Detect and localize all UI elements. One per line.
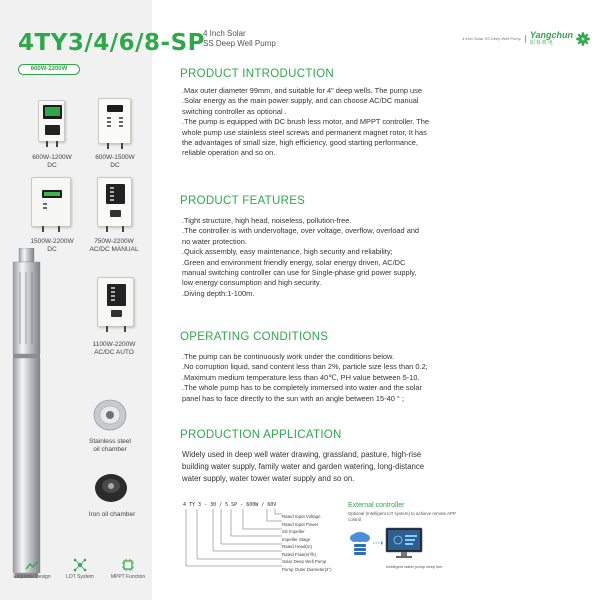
header-brand-area xyxy=(462,31,590,46)
brand-logo xyxy=(530,31,590,46)
brand-name-cn: 阳春机电 xyxy=(529,40,554,46)
section-body-application: Widely used in deep well water drawing, grassland, pasture, high-rise building water supply, family water and garden watering, long-distance water supply, water tower water supply and so on. xyxy=(182,450,425,483)
section-title-conditions: OPERATING CONDITIONS xyxy=(180,331,329,343)
model-code-labels: Rated Input Voltage Rated Input Power SS Impeller Impeller Stage Rated Head(m) Rated Flow(m³/h) Solar Deep Well Pump Pump Outer Diameter(4") xyxy=(282,514,332,572)
controller-label-5: 1100W-2200W AC/DC AUTO xyxy=(92,341,136,356)
controller-image-4 xyxy=(97,177,132,227)
external-controller-description: Optional (Intelligent IoT system) to achieve remote APP control xyxy=(348,511,456,522)
header-tag: 4 Inch Solar SS Deep Well Pump xyxy=(461,36,521,41)
stainless-oil-chamber-image xyxy=(93,398,127,432)
section-title-application: PRODUCTION APPLICATION xyxy=(180,429,342,441)
product-title: 4TY3/4/6/8-SP xyxy=(18,30,206,56)
external-controller-title: External controller xyxy=(348,502,405,509)
feature-icon-row xyxy=(10,558,150,580)
controller-label-1: 600W-1200W DC xyxy=(32,154,72,169)
controller-label-4: 750W-2200W AC/DC MANUAL xyxy=(89,238,139,253)
brand-leaf-icon xyxy=(576,32,590,46)
pump-image xyxy=(10,248,43,578)
power-range-badge: 600W-2200W xyxy=(18,64,80,75)
controller-label-3: 1500W-2200W DC xyxy=(30,238,74,253)
mppt-chip-icon xyxy=(121,558,135,572)
controller-image-1 xyxy=(38,100,65,142)
iron-oil-chamber-label: Iron oil chamber xyxy=(88,511,136,518)
monitor-icon xyxy=(385,527,423,560)
controller-label-2: 600W-1500W DC xyxy=(95,154,135,169)
section-body-features: .Tight structure, high head, noiseless, pollution-free. .The controller is with undervoltage, over voltage, overflow, overload and no water protection. .Quick assembly, easy maintenance, high security and reliability; .Green and environment friendly energy, solar energy driven, AC/DC manual switching controller can use for Single-phase grid power supply, low energy consumption and high security. .Diving depth:1-100m. xyxy=(182,216,420,298)
section-title-introduction: PRODUCT INTRODUCTION xyxy=(180,68,335,80)
cloud-database-icon xyxy=(349,530,371,556)
controller-image-5 xyxy=(97,277,134,327)
controller-image-3 xyxy=(31,177,71,227)
external-controller-caption: Intelligent water pump deep line xyxy=(386,564,443,569)
iot-network-icon xyxy=(73,558,87,572)
trend-line-icon xyxy=(25,558,39,572)
section-body-conditions: .The pump can be continuously work under the conditions below. .No corruption liquid, sand content less than 2%, particle size less than 0.2; .Maximum medium temperature less than 40℃, PH value between 5-10. .The whole pump has to be completely immersed into water and the solar panel has to face directly to the sun with an angle between 15-40 ° ; xyxy=(182,352,428,403)
iron-oil-chamber-image xyxy=(94,471,128,505)
stainless-oil-chamber-label: Stainless steel oil chamber xyxy=(89,438,131,453)
connection-arrow-icon xyxy=(373,540,383,546)
section-title-features: PRODUCT FEATURES xyxy=(180,195,306,207)
controller-image-2 xyxy=(98,98,131,144)
product-subtitle: 4 Inch Solar SS Deep Well Pump xyxy=(203,29,276,48)
brand-name: Yangchun xyxy=(529,30,573,40)
feature-exquisite-design: Exquisite Design xyxy=(10,558,54,580)
feature-lot-system: LOT System xyxy=(58,558,102,580)
section-body-introduction: .Max outer diameter 99mm, and suitable for 4" deep wells. The pump use .Solar energy as the main power supply, and can choose AC/DC manual switching controller as optional . .The pump is equipped with DC brush less motor, and MPPT controller. The whole pump use stainless steel screws and permanent magnet rotor, It has the advantages of small size, high efficiency, good starting performance, reliable operation and so on. xyxy=(182,86,430,158)
model-code-leader-lines xyxy=(183,509,283,571)
model-code: 4 TY 3 - 30 / 5 SP - 600W / 60V xyxy=(183,502,277,508)
header-divider xyxy=(525,35,526,43)
feature-mppt-function: MPPT Function xyxy=(106,558,150,580)
